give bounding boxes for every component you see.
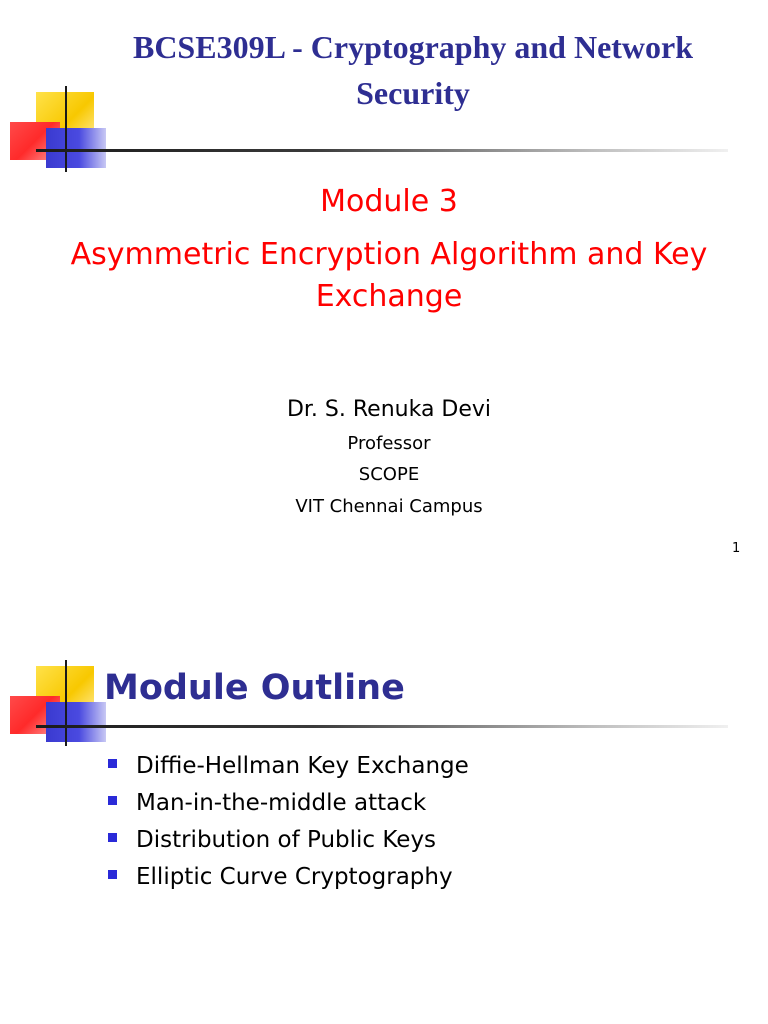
module-title: Asymmetric Encryption Algorithm and Key Exchange — [70, 237, 708, 314]
author-campus: VIT Chennai Campus — [295, 496, 483, 517]
list-item-text: Distribution of Public Keys — [136, 827, 437, 853]
author-designation: Professor — [347, 433, 431, 454]
logo-vertical-line — [65, 660, 67, 746]
list-item-text: Elliptic Curve Cryptography — [136, 864, 453, 890]
author-name: Dr. S. Renuka Devi — [286, 397, 492, 422]
square-bullet-icon — [108, 796, 117, 805]
logo-vertical-line — [65, 86, 67, 172]
blue-square-icon — [46, 702, 106, 742]
list-item-text: Diffie-Hellman Key Exchange — [136, 753, 469, 779]
slide-2 — [0, 574, 768, 1024]
square-bullet-icon — [108, 759, 117, 768]
title-underline-divider — [36, 725, 728, 728]
slide-title: Module Outline — [104, 668, 405, 708]
blue-square-icon — [46, 128, 106, 168]
list-item-text: Man-in-the-middle attack — [136, 790, 427, 816]
author-school: SCOPE — [358, 464, 420, 485]
square-bullet-icon — [108, 833, 117, 842]
slide-page-number: 1 — [732, 541, 741, 556]
course-title: BCSE309L - Cryptography and Network Security — [132, 29, 694, 111]
title-underline-divider — [36, 149, 728, 152]
module-number: Module 3 — [320, 184, 458, 219]
square-bullet-icon — [108, 870, 117, 879]
